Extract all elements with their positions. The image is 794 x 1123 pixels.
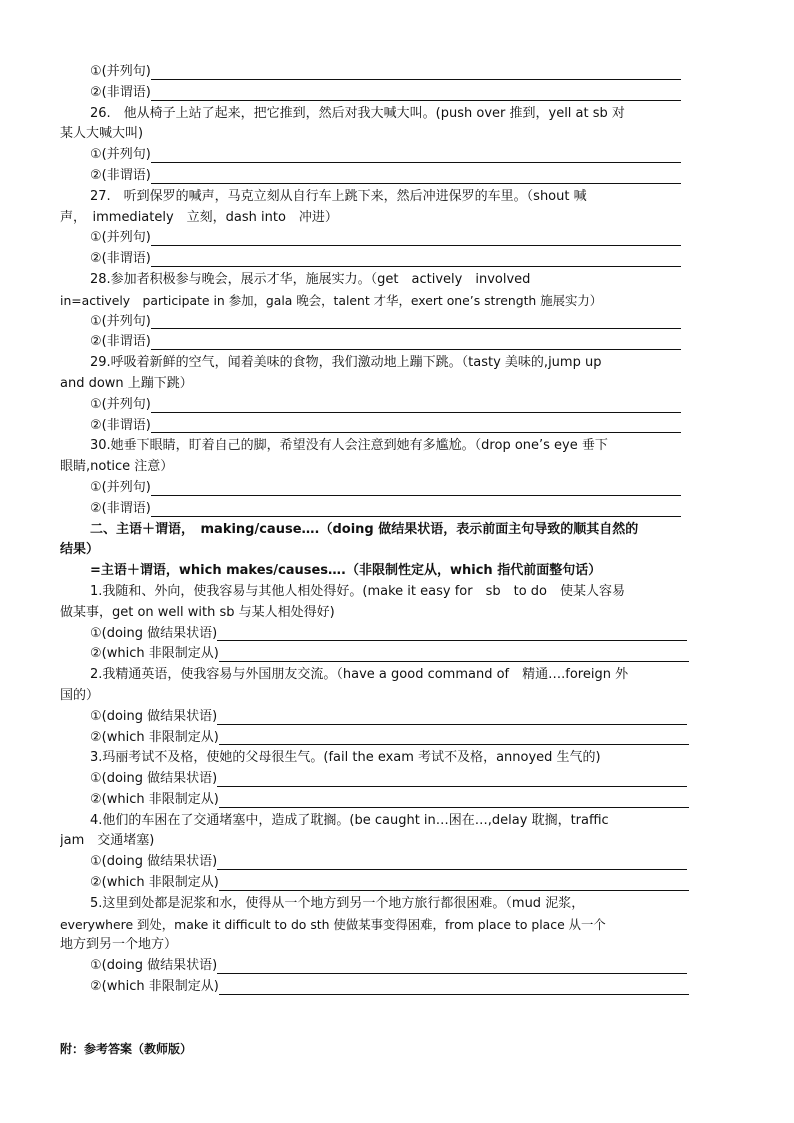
answer-blank-which[interactable]	[60, 873, 736, 894]
blank-label: ①(并列句)	[90, 230, 151, 246]
answer-line[interactable]	[151, 481, 681, 496]
question-30-text: 30.她垂下眼睛，盯着自己的脚，希望没有人会注意到她有多尴尬。（drop one’s eye 垂下	[90, 438, 608, 454]
blank-label: ②(非谓语)	[90, 167, 151, 183]
blank-label: ②(which 非限制定从)	[90, 646, 219, 662]
blank-label: ①(doing 做结果状语)	[90, 958, 218, 974]
question-28-text: 28.参加者积极参与晚会，展示才华，施展实力。（get actively involved	[90, 271, 531, 287]
s2-question-1-text: 1.我随和、外向，使我容易与其他人相处得好。(make it easy for sb to do 使某人容易	[90, 583, 625, 599]
s2-question-1-text-cont: 做某事，get on well with sb 与某人相处得好)	[60, 604, 335, 620]
question-29-text-cont: and down 上蹦下跳）	[60, 375, 193, 391]
blank-label: ①(doing 做结果状语)	[90, 854, 218, 870]
appendix-answer-key-title: 附：参考答案（教师版）	[60, 1042, 193, 1056]
answer-line[interactable]	[219, 876, 689, 891]
blank-label: ②(非谓语)	[90, 334, 151, 350]
answer-blank-which[interactable]	[60, 790, 736, 811]
blank-label: ②(which 非限制定从)	[90, 729, 219, 745]
answer-line[interactable]	[219, 793, 689, 808]
answer-line[interactable]	[151, 231, 681, 246]
blank-label: ①(并列句)	[90, 479, 151, 495]
answer-blank-parallel[interactable]	[60, 62, 736, 83]
answer-blank-doing[interactable]	[60, 852, 736, 873]
answer-blank-parallel[interactable]	[60, 312, 736, 333]
question-29-text: 29.呼吸着新鲜的空气，闻着美味的食物，我们激动地上蹦下跳。（tasty 美味的,jump up	[90, 355, 602, 371]
answer-blank-which[interactable]	[60, 644, 736, 665]
blank-label: ①(并列句)	[90, 147, 151, 163]
answer-line[interactable]	[219, 730, 689, 745]
answer-line[interactable]	[151, 148, 681, 163]
answer-line[interactable]	[151, 65, 681, 80]
blank-label: ①(并列句)	[90, 64, 151, 79]
answer-blank-which[interactable]	[60, 977, 736, 998]
answer-line[interactable]	[217, 626, 687, 641]
answer-line[interactable]	[151, 335, 681, 350]
s2-question-4-text: 4.他们的车困在了交通堵塞中，造成了耽搁。(be caught in…困在…,delay 耽搁，traffic	[90, 812, 609, 828]
question-26-text-cont: 某人大喊大叫)	[60, 126, 144, 142]
s2-question-5-text-cont2: 地方到另一个地方）	[60, 937, 178, 953]
answer-line[interactable]	[217, 855, 687, 870]
answer-blank-nonfinite[interactable]	[60, 166, 736, 187]
answer-line[interactable]	[151, 314, 681, 329]
answer-blank-nonfinite[interactable]	[60, 249, 736, 270]
question-26-text: 26. 他从椅子上站了起来，把它推到，然后对我大喊大叫。(push over 推到，yell at sb 对	[90, 105, 625, 121]
answer-blank-parallel[interactable]	[60, 478, 736, 499]
section-2-heading-cont: 结果）	[60, 542, 100, 558]
blank-label: ②(which 非限制定从)	[90, 875, 219, 891]
blank-label: ②(which 非限制定从)	[90, 979, 219, 995]
answer-line[interactable]	[219, 647, 689, 662]
s2-question-5-text-cont: everywhere 到处，make it difficult to do sth 使做某事变得困难，from place to place 从一个	[60, 916, 606, 932]
answer-line[interactable]	[151, 169, 681, 184]
blank-label: ②(非谓语)	[90, 500, 151, 516]
answer-blank-which[interactable]	[60, 728, 736, 749]
blank-label: ①(doing 做结果状语)	[90, 708, 218, 724]
answer-blank-doing[interactable]	[60, 624, 736, 645]
answer-blank-doing[interactable]	[60, 769, 736, 790]
s2-question-3-text: 3.玛丽考试不及格，使她的父母很生气。(fail the exam 考试不及格，annoyed 生气的)	[90, 750, 601, 766]
blank-label: ②(非谓语)	[90, 84, 151, 100]
blank-label: ②(which 非限制定从)	[90, 791, 219, 807]
answer-blank-parallel[interactable]	[60, 145, 736, 166]
s2-question-2-text: 2.我精通英语，使我容易与外国朋友交流。（have a good command of 精通….foreign 外	[90, 667, 629, 683]
answer-blank-nonfinite[interactable]	[60, 332, 736, 353]
answer-line[interactable]	[217, 772, 687, 787]
question-27-text-cont: 声， immediately 立刻，dash into 冲进）	[60, 209, 338, 225]
answer-blank-doing[interactable]	[60, 956, 736, 977]
s2-question-2-text-cont: 国的）	[60, 687, 100, 703]
blank-label: ①(doing 做结果状语)	[90, 771, 218, 787]
answer-blank-doing[interactable]	[60, 707, 736, 728]
section-2-subheading: =主语＋谓语，which makes/causes….（非限制性定从，which 指代前面整句话）	[90, 563, 602, 579]
blank-label: ①(doing 做结果状语)	[90, 625, 218, 641]
answer-blank-nonfinite[interactable]	[60, 499, 736, 520]
answer-blank-nonfinite[interactable]	[60, 416, 736, 437]
answer-line[interactable]	[151, 86, 681, 101]
answer-line[interactable]	[217, 959, 687, 974]
blank-label: ①(并列句)	[90, 396, 151, 412]
blank-label: ①(并列句)	[90, 313, 151, 329]
answer-line[interactable]	[219, 980, 689, 995]
answer-blank-parallel[interactable]	[60, 395, 736, 416]
question-27-text: 27. 听到保罗的喊声，马克立刻从自行车上跳下来，然后冲进保罗的车里。（shout 喊	[90, 188, 587, 204]
answer-blank-parallel[interactable]	[60, 228, 736, 249]
s2-question-5-text: 5.这里到处都是泥浆和水，使得从一个地方到另一个地方旅行都很困难。（mud 泥浆，	[90, 895, 585, 911]
section-2-heading: 二、主语＋谓语， making/cause….（doing 做结果状语，表示前面主句导致的顺其自然的	[90, 521, 639, 537]
blank-label: ②(非谓语)	[90, 251, 151, 267]
worksheet-content	[60, 62, 736, 998]
answer-line[interactable]	[217, 710, 687, 725]
answer-line[interactable]	[151, 252, 681, 267]
blank-label: ②(非谓语)	[90, 417, 151, 433]
answer-line[interactable]	[151, 418, 681, 433]
question-30-text-cont: 眼睛,notice 注意）	[60, 459, 174, 475]
answer-blank-nonfinite[interactable]	[60, 83, 736, 104]
answer-line[interactable]	[151, 502, 681, 517]
question-28-text-cont: in=actively participate in 参加，gala 晚会，talent 才华，exert one’s strength 施展实力）	[60, 292, 603, 308]
s2-question-4-text-cont: jam 交通堵塞)	[60, 833, 155, 849]
answer-line[interactable]	[151, 398, 681, 413]
